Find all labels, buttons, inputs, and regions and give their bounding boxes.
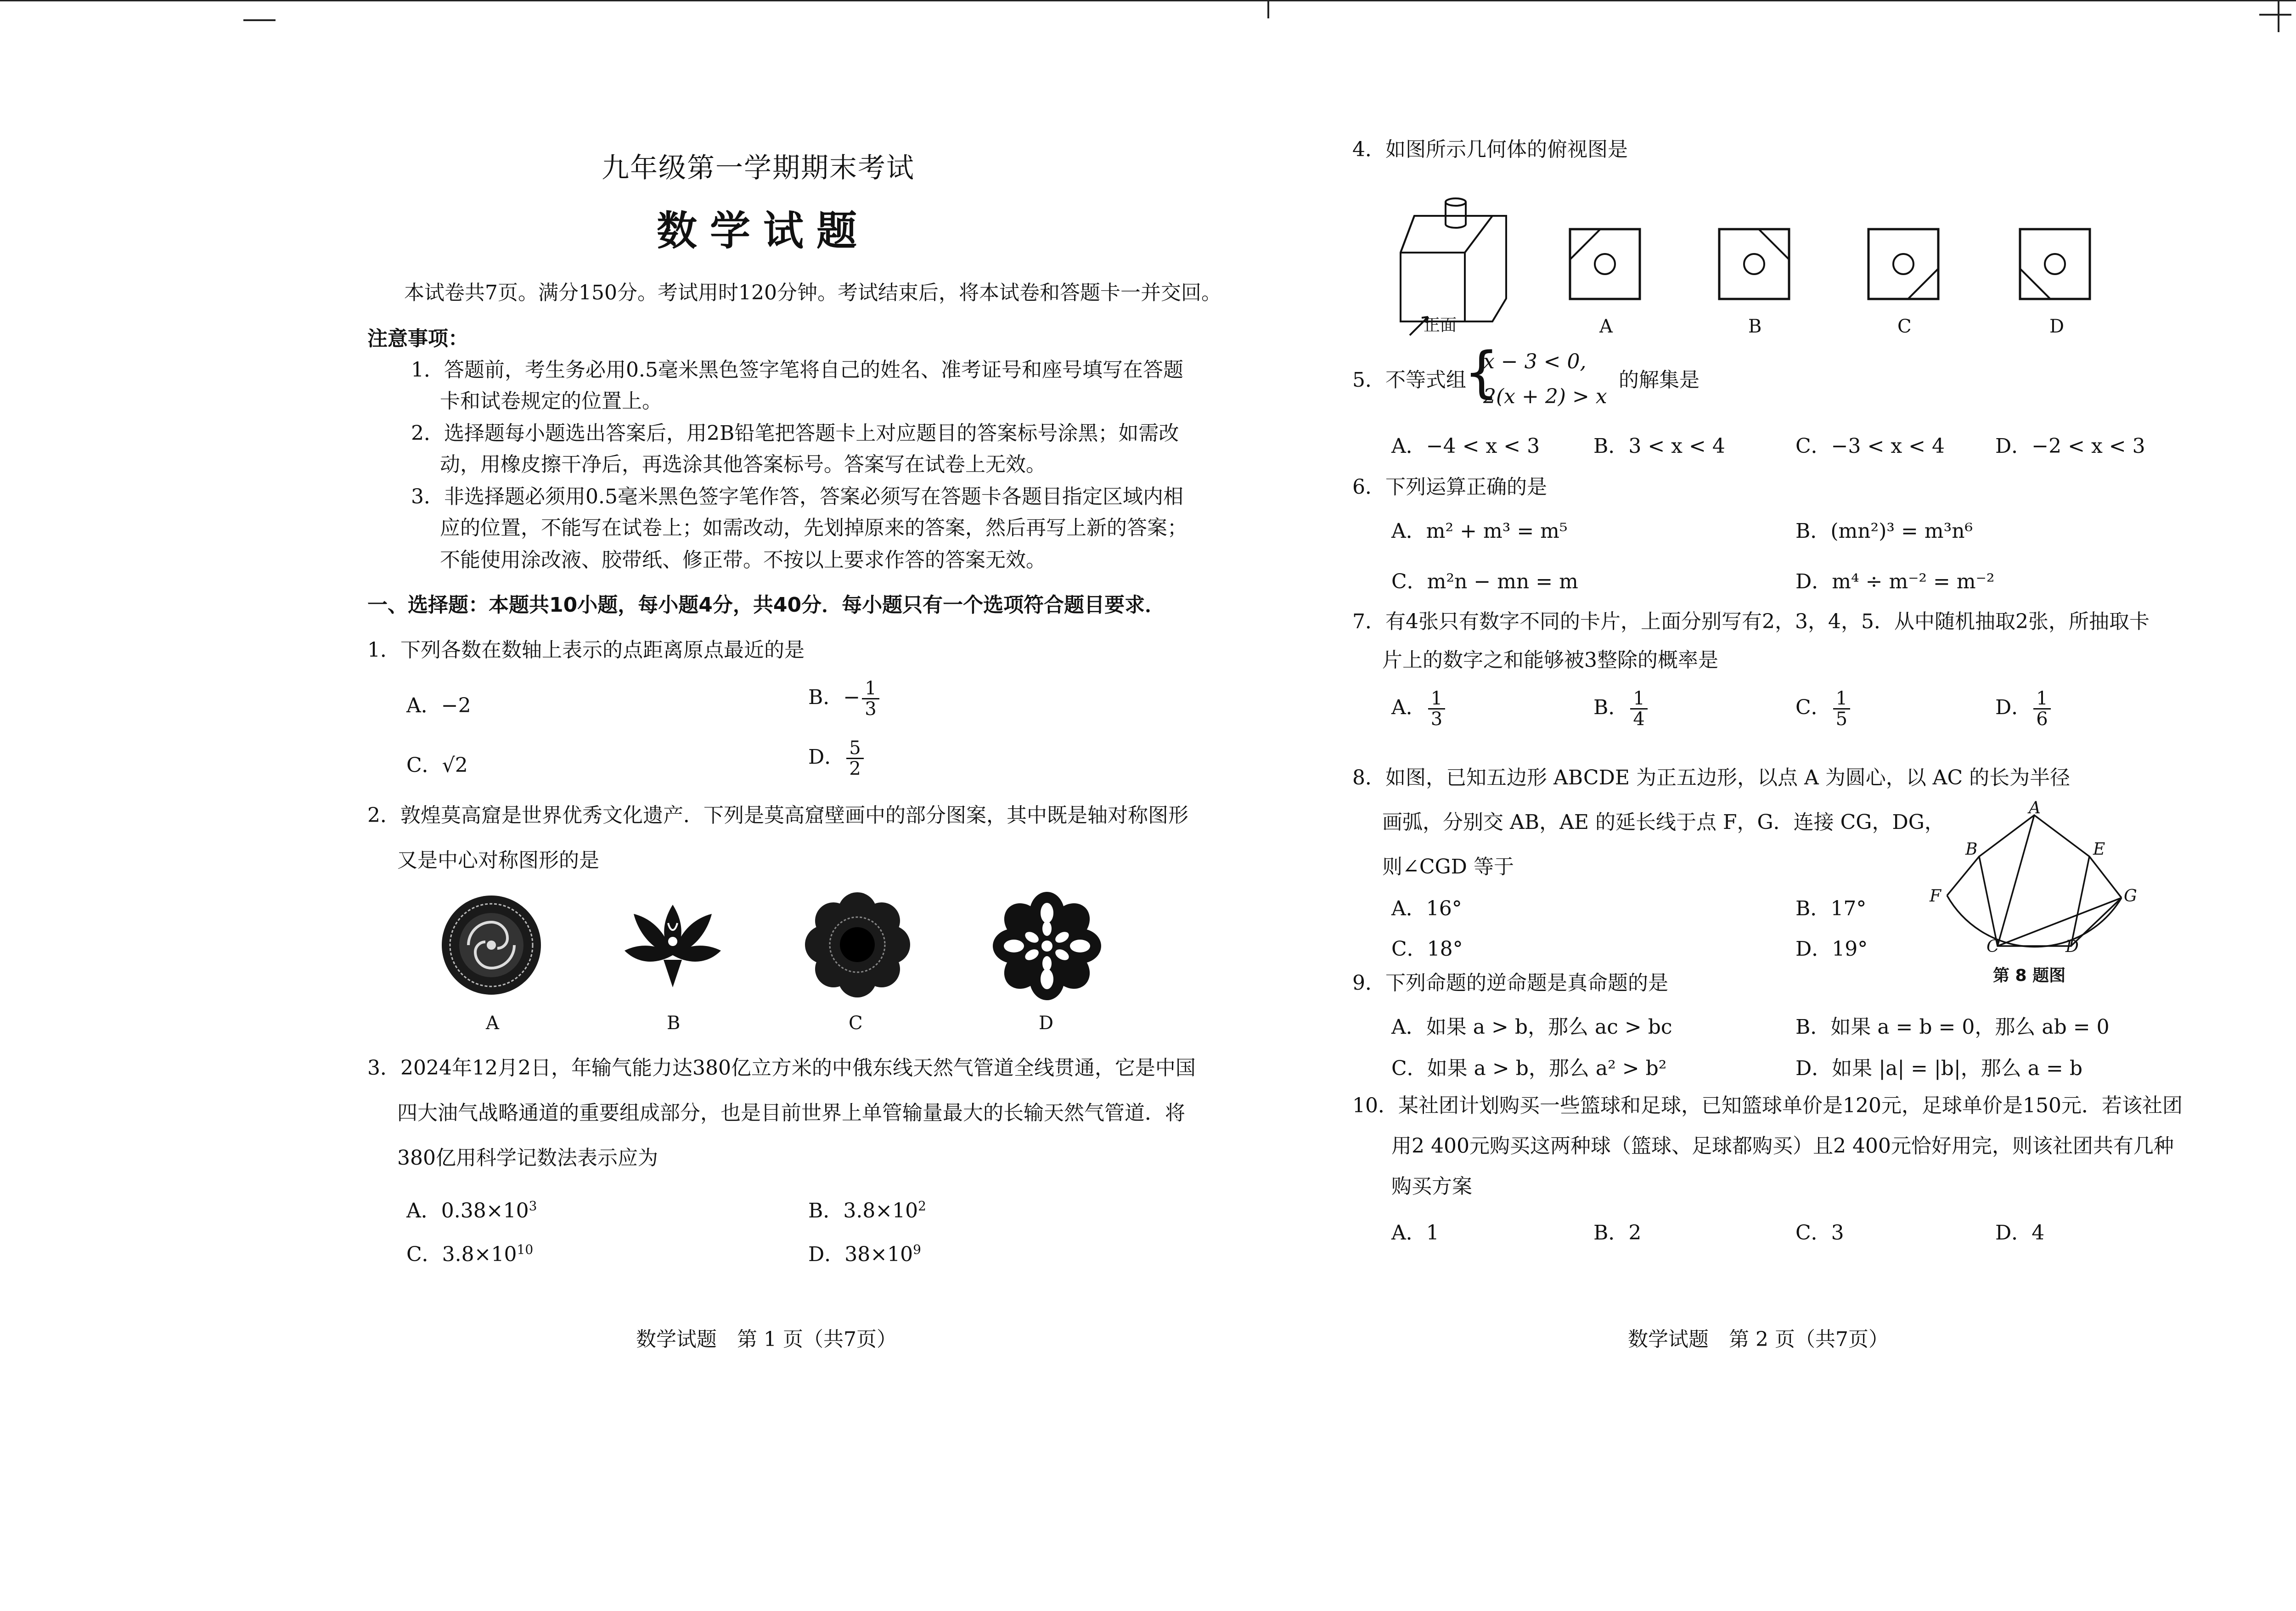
q1-option-c-value: √2 xyxy=(442,754,468,777)
q3-a-base: A．0.38×10 xyxy=(406,1199,529,1222)
q7-a-fraction xyxy=(1428,689,1445,729)
q1-option-d-fraction xyxy=(846,738,863,778)
q6-option-a: A．m² + m³ = m⁵ xyxy=(1391,519,1568,543)
q7-c-fraction xyxy=(1833,689,1850,729)
q2-pattern-c-image xyxy=(806,893,909,997)
q10-option-d: D．4 xyxy=(1995,1221,2045,1245)
q8-point-e-label: E xyxy=(2093,840,2105,859)
q5-option-d: D．−2 < x < 3 xyxy=(1995,434,2145,458)
exam-title: 数学试题 xyxy=(657,207,870,254)
q7-option-c xyxy=(1795,689,1852,729)
q8-figure-caption: 第 8 题图 xyxy=(1993,966,2066,985)
q1-option-a: A．−2 xyxy=(406,694,471,717)
q1-option-c-prefix: C． xyxy=(406,754,442,777)
q4-label-a: A xyxy=(1599,316,1613,337)
q7-option-d xyxy=(1995,689,2053,729)
notice-line-3: 2．选择题每小题选出答案后，用2B铅笔把答题卡上对应题目的答案标号涂黑；如需改 xyxy=(411,422,1179,445)
q3-d-base: D．38×10 xyxy=(808,1243,913,1266)
q3-stem-line-1: 3．2024年12月2日，年输气能力达380亿立方米的中俄东线天然气管道全线贯通，它是中国 xyxy=(367,1056,1196,1080)
q7-b-label: B． xyxy=(1593,696,1629,719)
q7-a-denominator: 3 xyxy=(1430,709,1443,730)
q4-option-a-view xyxy=(1568,227,1642,301)
q4-option-b-view xyxy=(1717,227,1791,301)
q2-pattern-d-image xyxy=(992,891,1102,1001)
q3-option-b xyxy=(808,1194,926,1223)
q1-b-denominator: 3 xyxy=(865,698,877,720)
q4-stem: 4．如图所示几何体的俯视图是 xyxy=(1352,138,1628,161)
q9-option-a: A．如果 a > b，那么 ac > bc xyxy=(1391,1015,1672,1039)
q5-option-c: C．−3 < x < 4 xyxy=(1795,434,1945,458)
q4-option-d-view xyxy=(2018,227,2092,301)
q4-option-c-view xyxy=(1867,227,1940,301)
q8-pentagon-figure xyxy=(1919,799,2137,958)
q7-c-denominator: 5 xyxy=(1835,709,1848,730)
notice-line-6: 应的位置，不能写在试卷上；如需改动，先划掉原来的答案，然后再写上新的答案； xyxy=(440,516,1187,540)
q5-system-brace: { xyxy=(1464,341,1499,405)
q7-c-numerator: 1 xyxy=(1833,689,1850,710)
q2-label-c: C xyxy=(849,1013,863,1034)
q5-suffix: 的解集是 xyxy=(1619,368,1699,392)
q9-option-c: C．如果 a > b，那么 a² > b² xyxy=(1391,1057,1667,1080)
q7-b-numerator: 1 xyxy=(1630,689,1647,710)
notice-line-5: 3．非选择题必须用0.5毫米黑色签字笔作答，答案必须写在答题卡各题目指定区域内相 xyxy=(411,485,1183,508)
q5-inequality-1: x − 3 < 0, xyxy=(1483,350,1587,373)
q10-option-b: B．2 xyxy=(1593,1221,1642,1245)
exam-page-2 xyxy=(1240,0,2296,1611)
q10-stem-line-1: 10．某社团计划购买一些篮球和足球，已知篮球单价是120元，足球单价是150元．若该社团 xyxy=(1352,1094,2183,1117)
q1-option-b-fraction xyxy=(862,679,879,719)
q8-point-a-label: A xyxy=(2029,799,2041,817)
q2-label-b: B xyxy=(667,1013,681,1034)
q7-stem-line-2: 片上的数字之和能够被3整除的概率是 xyxy=(1382,648,1718,672)
q10-option-c: C．3 xyxy=(1795,1221,1844,1245)
q7-b-fraction xyxy=(1630,689,1647,729)
q7-option-a xyxy=(1391,689,1447,729)
q7-d-label: D． xyxy=(1995,696,2032,719)
q1-d-numerator: 5 xyxy=(846,738,863,759)
q4-label-c: C xyxy=(1897,316,1912,337)
q8-option-b: B．17° xyxy=(1795,897,1867,920)
q8-stem-line-1: 8．如图，已知五边形 ABCDE 为正五边形，以点 A 为圆心，以 AC 的长为半径 xyxy=(1352,766,2071,789)
q7-d-numerator: 1 xyxy=(2033,689,2050,710)
q6-option-d: D．m⁴ ÷ m⁻² = m⁻² xyxy=(1795,570,1995,593)
q6-stem: 6．下列运算正确的是 xyxy=(1352,475,1547,499)
q7-b-denominator: 4 xyxy=(1633,709,1645,730)
q8-stem-line-2: 画弧，分别交 AB，AE 的延长线于点 F，G．连接 CG，DG， xyxy=(1382,811,1945,834)
q9-option-b: B．如果 a = b = 0，那么 ab = 0 xyxy=(1795,1015,2110,1039)
q5-inequality-2: 2(x + 2) > x xyxy=(1483,385,1607,408)
q7-stem-line-1: 7．有4张只有数字不同的卡片，上面分别写有2，3，4，5．从中随机抽取2张，所抽取卡 xyxy=(1352,610,2150,633)
q1-option-d xyxy=(808,738,866,778)
q7-d-fraction xyxy=(2033,689,2050,729)
q2-label-d: D xyxy=(1039,1013,1054,1034)
q8-point-d-label: D xyxy=(2065,937,2079,956)
q8-option-a: A．16° xyxy=(1391,897,1462,920)
q8-point-b-label: B xyxy=(1965,840,1978,859)
q3-option-d xyxy=(808,1238,921,1267)
q2-stem-line-2: 又是中心对称图形的是 xyxy=(397,849,599,872)
q7-a-label: A． xyxy=(1391,696,1426,719)
notice-line-1: 1．答题前，考生务必用0.5毫米黑色签字笔将自己的姓名、准考证号和座号填写在答题 xyxy=(411,358,1183,382)
q1-option-d-prefix: D． xyxy=(808,745,845,769)
q7-a-numerator: 1 xyxy=(1428,689,1445,710)
q8-option-c: C．18° xyxy=(1391,937,1463,961)
page-2-footer: 数学试题 第 2 页（共7页） xyxy=(1628,1328,1889,1351)
q2-pattern-b-image xyxy=(620,896,726,992)
q2-stem-line-1: 2．敦煌莫高窟是世界优秀文化遗产．下列是莫高窟壁画中的部分图案，其中既是轴对称图形 xyxy=(367,804,1188,827)
q1-option-b xyxy=(808,679,881,719)
q3-a-exponent: 3 xyxy=(529,1198,537,1214)
q3-stem-line-2: 四大油气战略通道的重要组成部分，也是目前世界上单管输量最大的长输天然气管道．将 xyxy=(397,1101,1185,1125)
q3-c-exponent: 10 xyxy=(517,1242,534,1257)
notice-line-2: 卡和试卷规定的位置上。 xyxy=(440,389,662,413)
q3-stem-line-3: 380亿用科学记数法表示应为 xyxy=(397,1146,658,1170)
q5-option-a: A．−4 < x < 3 xyxy=(1391,434,1540,458)
q4-front-label: 正面 xyxy=(1424,316,1457,335)
q9-option-d: D．如果 |a| = |b|，那么 a = b xyxy=(1795,1057,2083,1080)
q7-option-b xyxy=(1593,689,1649,729)
q4-label-d: D xyxy=(2049,316,2065,337)
q5-option-b: B．3 < x < 4 xyxy=(1593,434,1725,458)
q8-point-c-label: C xyxy=(1986,937,1999,956)
q3-d-exponent: 9 xyxy=(913,1242,921,1257)
section-1-heading: 一、选择题：本题共10小题，每小题4分，共40分．每小题只有一个选项符合题目要求． xyxy=(367,593,1165,617)
q7-c-label: C． xyxy=(1795,696,1831,719)
q1-stem: 1．下列各数在数轴上表示的点距离原点最近的是 xyxy=(367,638,805,662)
q10-stem-line-2: 用2 400元购买这两种球（篮球、足球都购买）且2 400元恰好用完，则该社团共有几种 xyxy=(1391,1134,2174,1158)
q6-option-b: B．(mn²)³ = m³n⁶ xyxy=(1795,519,1973,543)
q8-stem-line-3: 则∠CGD 等于 xyxy=(1382,855,1514,879)
notice-line-4: 动，用橡皮擦干净后，再选涂其他答案标号。答案写在试卷上无效。 xyxy=(440,453,1046,476)
exam-subtitle: 九年级第一学期期末考试 xyxy=(602,152,915,184)
q6-option-c: C．m²n − mn = m xyxy=(1391,570,1578,593)
q10-stem-line-3: 购买方案 xyxy=(1391,1175,1472,1198)
q2-pattern-a-image xyxy=(441,895,542,996)
q4-solid-figure xyxy=(1391,184,1525,340)
notice-heading: 注意事项： xyxy=(367,327,468,350)
q3-c-base: C．3.8×10 xyxy=(406,1243,517,1266)
q3-b-exponent: 2 xyxy=(918,1198,926,1214)
exam-intro: 本试卷共7页。满分150分。考试用时120分钟。考试结束后，将本试卷和答题卡一并交回。 xyxy=(404,281,1221,304)
q10-option-a: A．1 xyxy=(1391,1221,1439,1245)
q2-label-a: A xyxy=(486,1013,499,1034)
q1-b-numerator: 1 xyxy=(862,679,879,699)
q8-point-g-label: G xyxy=(2124,887,2137,906)
q4-label-b: B xyxy=(1748,316,1762,337)
q5-prefix: 5．不等式组 xyxy=(1352,368,1466,392)
q1-d-denominator: 2 xyxy=(849,758,861,779)
q9-stem: 9．下列命题的逆命题是真命题的是 xyxy=(1352,971,1668,995)
q7-d-denominator: 6 xyxy=(2036,709,2048,730)
q8-point-f-label: F xyxy=(1930,887,1941,906)
page-1-footer: 数学试题 第 1 页（共7页） xyxy=(636,1328,897,1351)
q3-option-a xyxy=(406,1194,537,1223)
q8-option-d: D．19° xyxy=(1795,937,1868,961)
q1-option-c xyxy=(406,749,468,778)
q3-option-c xyxy=(406,1238,533,1267)
q1-option-b-prefix: B．− xyxy=(808,686,861,709)
notice-line-7: 不能使用涂改液、胶带纸、修正带。不按以上要求作答的答案无效。 xyxy=(440,548,1046,572)
q3-b-base: B．3.8×10 xyxy=(808,1199,918,1222)
